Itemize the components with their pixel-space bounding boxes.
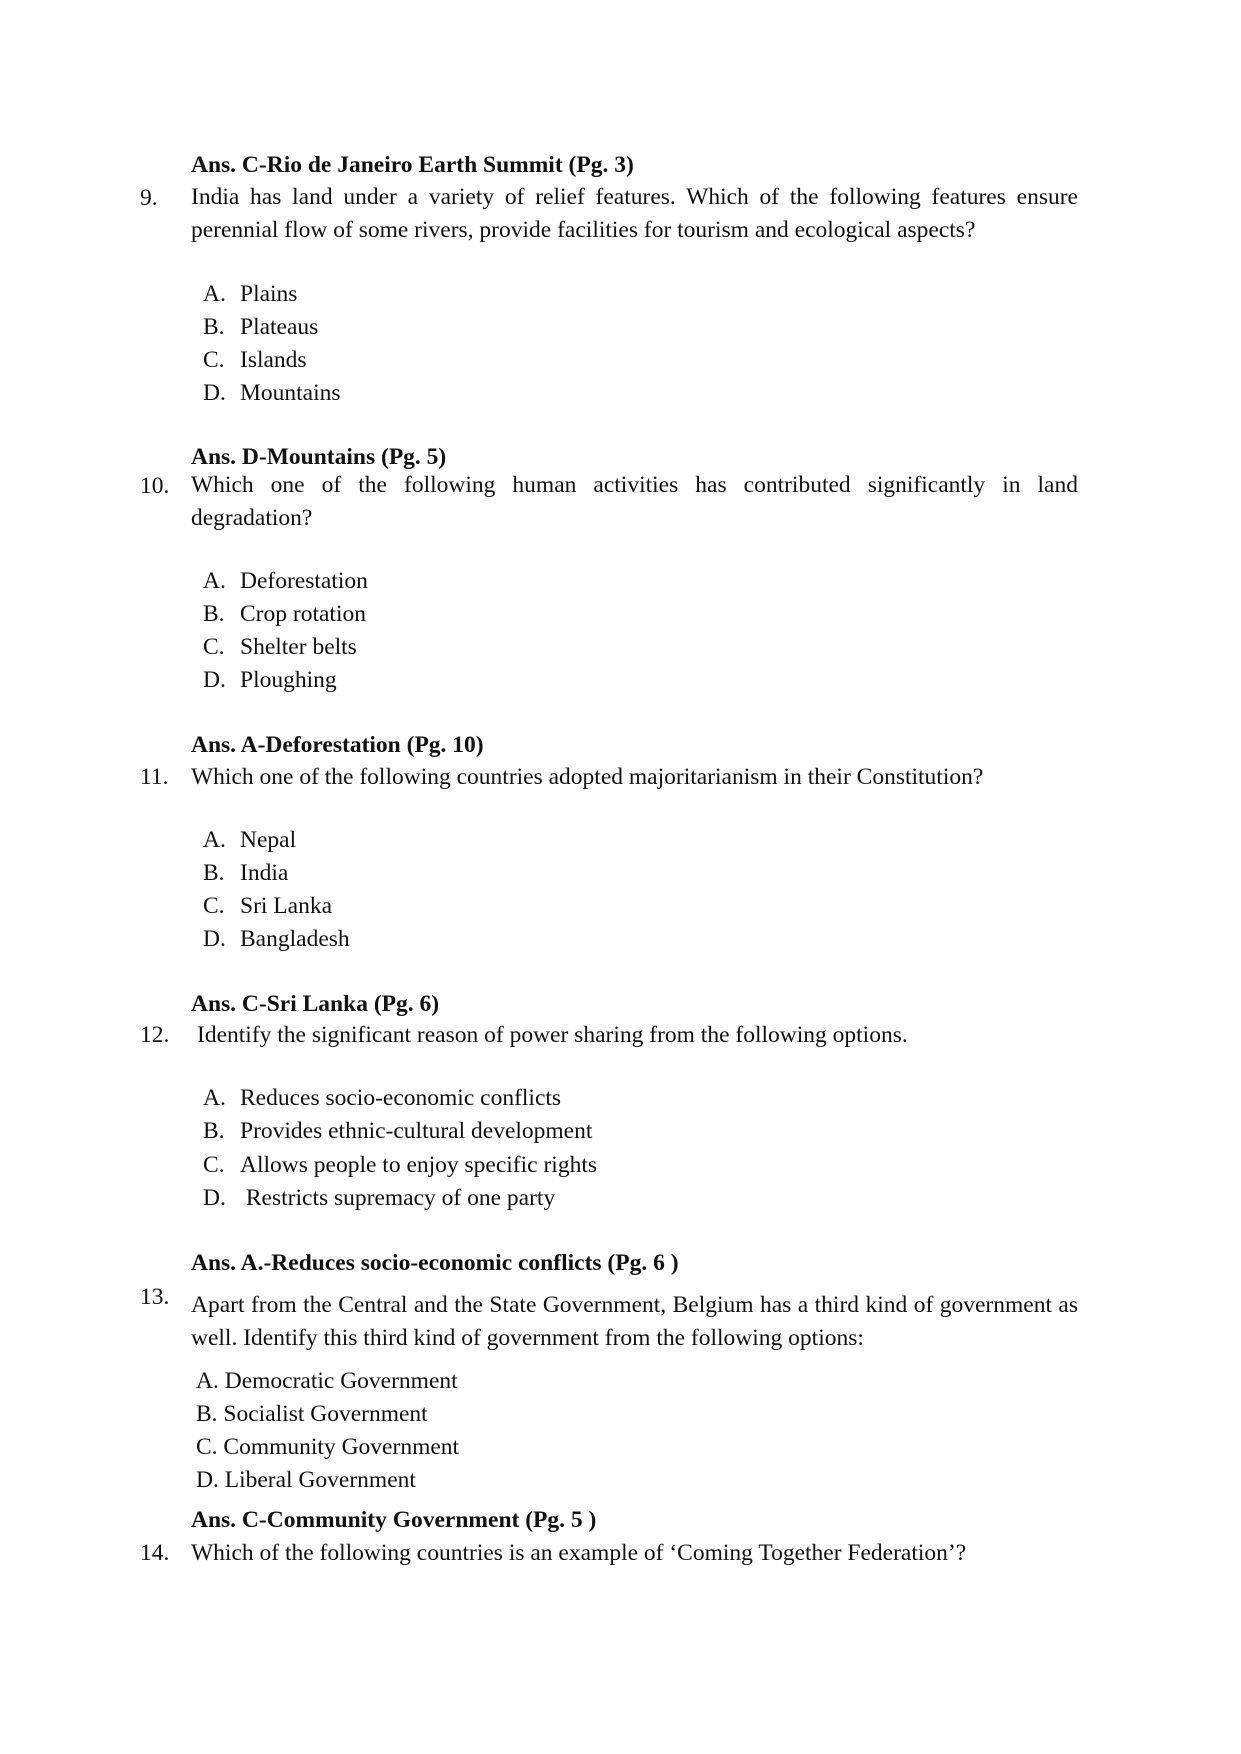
option-q13-b: B. Socialist Government bbox=[196, 1401, 428, 1427]
question-number: 14. bbox=[140, 1540, 170, 1566]
option-q9-c: C. Islands bbox=[203, 347, 307, 373]
answer-q13: Ans. C-Community Government (Pg. 5 ) bbox=[191, 1507, 597, 1533]
answer-q11: Ans. C-Sri Lanka (Pg. 6) bbox=[191, 991, 440, 1017]
option-q11-a: A. Nepal bbox=[203, 827, 297, 853]
question-number: 9. bbox=[140, 185, 158, 211]
option-q12-d: D. Restricts supremacy of one party bbox=[203, 1185, 556, 1211]
option-q9-a: A. Plains bbox=[203, 281, 298, 307]
question-text-q14: Which of the following countries is an example of ‘Coming Together Federation’? bbox=[191, 1540, 967, 1566]
question-number: 12. bbox=[140, 1022, 170, 1048]
question-text-q11: Which one of the following countries adopted majoritarianism in their Constitution? bbox=[191, 764, 984, 790]
answer-q9: Ans. D-Mountains (Pg. 5) bbox=[191, 444, 447, 470]
option-q10-b: B. Crop rotation bbox=[203, 601, 366, 627]
answer-q10: Ans. A-Deforestation (Pg. 10) bbox=[191, 732, 484, 758]
option-q11-c: C. Sri Lanka bbox=[203, 893, 333, 919]
question-text-q13: Apart from the Central and the State Government, Belgium has a third kind of government as well. Identify this third kind of government from the following options: bbox=[191, 1292, 1078, 1351]
option-q11-d: D. Bangladesh bbox=[203, 926, 350, 952]
option-q13-d: D. Liberal Government bbox=[196, 1467, 416, 1493]
option-q10-c: C. Shelter belts bbox=[203, 634, 357, 660]
question-text-q10: Which one of the following human activities has contributed significantly in land degradation? bbox=[191, 472, 1078, 531]
question-number: 13. bbox=[140, 1284, 170, 1310]
option-q12-c: C. Allows people to enjoy specific rights bbox=[203, 1152, 597, 1178]
option-q10-d: D. Ploughing bbox=[203, 667, 337, 693]
answer-q12: Ans. A.-Reduces socio-economic conflicts (Pg. 6 ) bbox=[191, 1250, 679, 1276]
option-q9-b: B. Plateaus bbox=[203, 314, 319, 340]
option-q12-a: A. Reduces socio-economic conflicts bbox=[203, 1085, 562, 1111]
question-text-q12: Identify the significant reason of power sharing from the following options. bbox=[197, 1022, 908, 1048]
question-number: 10. bbox=[140, 473, 170, 499]
question-number: 11. bbox=[140, 764, 169, 790]
option-q10-a: A. Deforestation bbox=[203, 568, 368, 594]
option-q9-d: D. Mountains bbox=[203, 380, 341, 406]
option-q11-b: B. India bbox=[203, 860, 289, 886]
answer-q8: Ans. C-Rio de Janeiro Earth Summit (Pg. 3) bbox=[191, 152, 634, 178]
question-text-q9: India has land under a variety of relief features. Which of the following features ensure perennial flow of some rivers, provide facilities for tourism and ecological aspects? bbox=[191, 184, 1078, 243]
option-q13-c: C. Community Government bbox=[196, 1434, 460, 1460]
option-q12-b: B. Provides ethnic-cultural development bbox=[203, 1118, 593, 1144]
option-q13-a: A. Democratic Government bbox=[196, 1368, 458, 1394]
